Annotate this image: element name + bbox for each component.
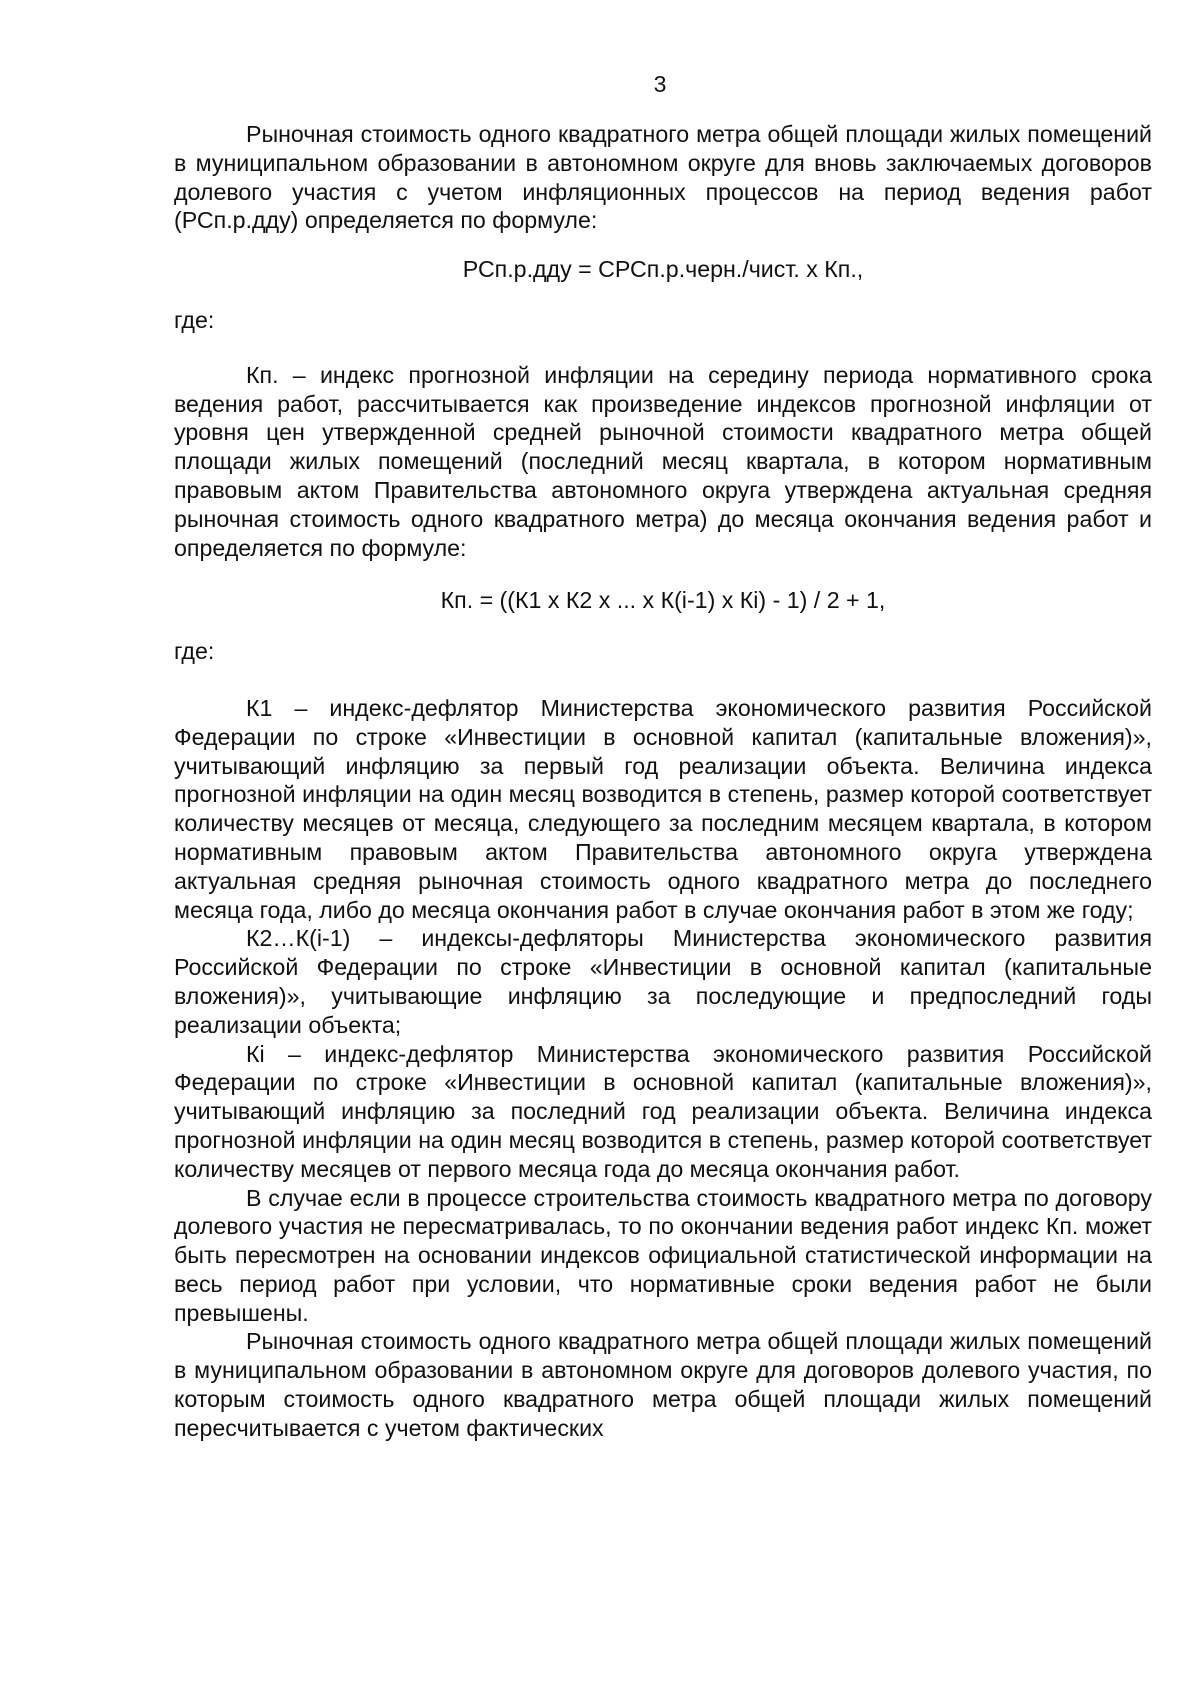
where-label-2: где: — [174, 638, 215, 665]
formula-rsp: РСп.р.дду = СРСп.р.черн./чист. х Кп., — [462, 256, 864, 283]
where-label-1: где: — [174, 306, 215, 333]
paragraph-kp-definition: Кп. – индекс прогнозной инфляции на середину периода нормативного срока ведения работ, рассчитывается как произведение индексов прогнозной инфляции от уровня цен утвержденной средней рыночной стоимости квадратного метра общей площади жилых помещений (последний месяц квартала, в котором нормативным правовым актом Правительства автономного округа утверждена актуальная средняя рыночная стоимость одного квадратного метра) до месяца окончания ведения работ и определяется по формуле: — [174, 361, 1152, 561]
page-number: 3 — [653, 71, 667, 97]
document-body — [174, 120, 1152, 1443]
formula-kp: Кп. = ((К1 х К2 х ... х К(i-1) х Кi) - 1) / 2 + 1, — [440, 587, 886, 614]
paragraph-ki-definition: Кi – индекс-дефлятор Министерства экономического развития Российской Федерации по строке «Инвестиции в основной капитал (капитальные вложения)», учитывающий инфляцию за последний год реализации объекта. Величина индекса прогнозной инфляции на один месяц возводится в степень, размер которой соответствует количеству месяцев от первого месяца года до месяца окончания работ. — [174, 1040, 1152, 1182]
paragraph-k2-definition: К2…К(i-1) – индексы-дефляторы Министерства экономического развития Российской Федерации по строке «Инвестиции в основной капитал (капитальные вложения)», учитывающие инфляцию за последующие и предпоследний годы реализации объекта; — [174, 925, 1152, 1038]
paragraph-market-cost-intro: Рыночная стоимость одного квадратного метра общей площади жилых помещений в муниципальном образовании в автономном округе для вновь заключаемых договоров долевого участия с учетом инфляционных процессов на период ведения работ (РСп.р.дду) определяется по формуле: — [174, 121, 1152, 234]
paragraph-kp-revision: В случае если в процессе строительства стоимость квадратного метра по договору долевого участия не пересматривалась, то по окончании ведения работ индекс Кп. может быть пересмотрен на основании индексов официальной статистической информации на весь период работ при условии, что нормативные сроки ведения работ не были превышены. — [174, 1184, 1152, 1326]
paragraph-k1-definition: К1 – индекс-дефлятор Министерства экономического развития Российской Федерации по строке «Инвестиции в основной капитал (капитальные вложения)», учитывающий инфляцию за первый год реализации объекта. Величина индекса прогнозной инфляции на один месяц возводится в степень, размер которой соответствует количеству месяцев от месяца, следующего за последним месяцем квартала, в котором нормативным правовым актом Правительства автономного округа утверждена актуальная средняя рыночная стоимость одного квадратного метра до последнего месяца года, либо до месяца окончания работ в случае окончания работ в этом же году; — [174, 694, 1152, 923]
paragraph-market-cost-actual: Рыночная стоимость одного квадратного метра общей площади жилых помещений в муниципальном образовании в автономном округе для договоров долевого участия, по которым стоимость одного квадратного метра общей площади жилых помещений пересчитывается с учетом фактических — [174, 1328, 1152, 1441]
